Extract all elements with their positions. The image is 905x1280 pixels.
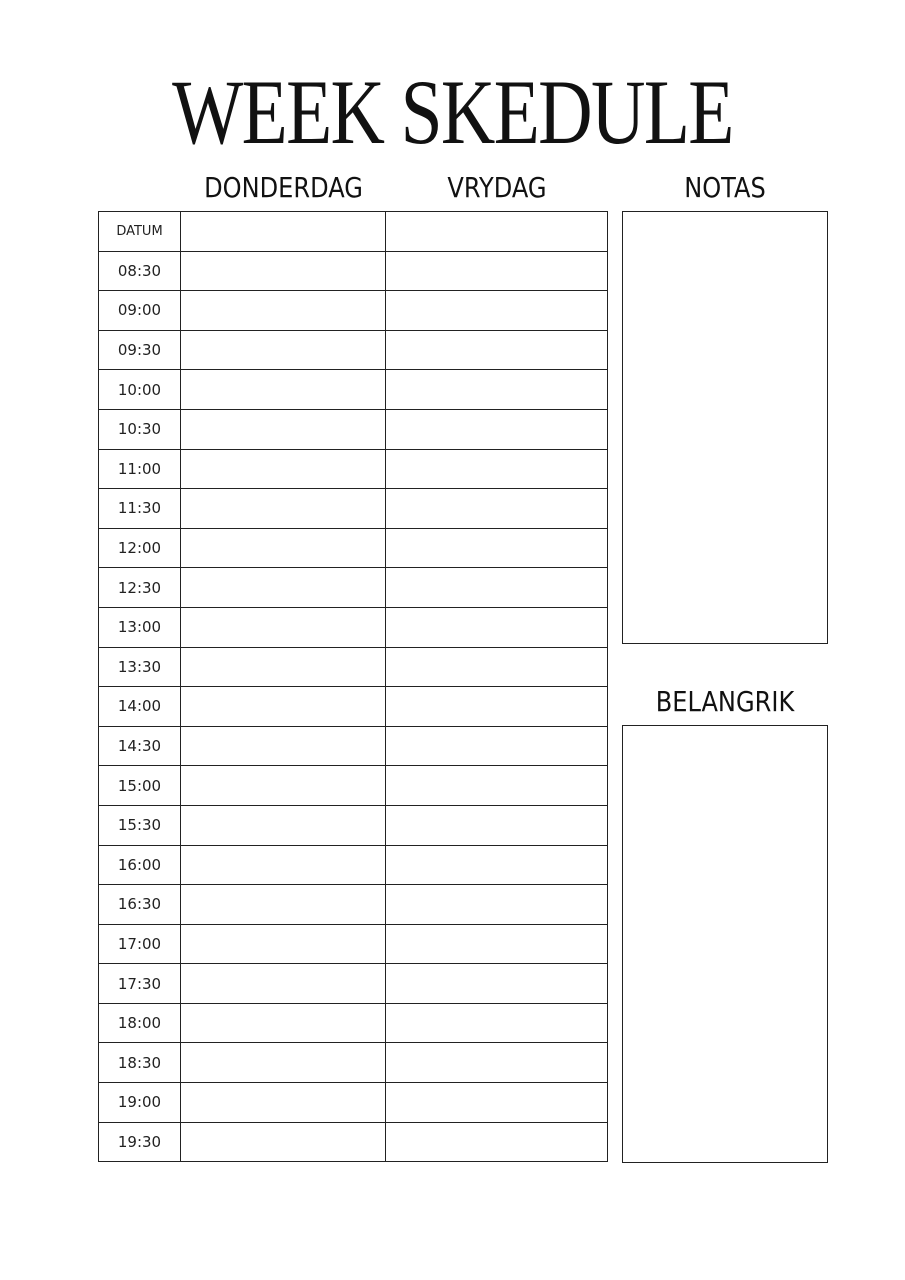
time-slot-row (99, 251, 608, 291)
notes-box[interactable] (622, 211, 828, 644)
slot-cell-friday[interactable] (386, 885, 608, 925)
slot-cell-friday[interactable] (386, 726, 608, 766)
slot-cell-thursday[interactable] (181, 1043, 386, 1083)
slot-cell-friday[interactable] (386, 845, 608, 885)
slot-cell-thursday[interactable] (181, 726, 386, 766)
time-label: 13:30 (99, 647, 181, 687)
slot-cell-friday[interactable] (386, 489, 608, 529)
slot-cell-friday[interactable] (386, 251, 608, 291)
time-label: 13:00 (99, 607, 181, 647)
date-cell-friday[interactable] (386, 212, 608, 252)
important-box[interactable] (622, 725, 828, 1163)
time-slot-row (99, 489, 608, 529)
time-label: 19:00 (99, 1083, 181, 1123)
time-slot-row (99, 607, 608, 647)
time-label: 18:00 (99, 1003, 181, 1043)
slot-cell-thursday[interactable] (181, 845, 386, 885)
time-label: 15:30 (99, 805, 181, 845)
slot-cell-friday[interactable] (386, 647, 608, 687)
time-label: 15:00 (99, 766, 181, 806)
time-slot-row (99, 330, 608, 370)
slot-cell-thursday[interactable] (181, 964, 386, 1004)
time-label: 18:30 (99, 1043, 181, 1083)
slot-cell-thursday[interactable] (181, 1122, 386, 1162)
time-label: 12:00 (99, 528, 181, 568)
slot-cell-thursday[interactable] (181, 607, 386, 647)
slot-cell-friday[interactable] (386, 964, 608, 1004)
time-slot-row (99, 924, 608, 964)
slot-cell-friday[interactable] (386, 1003, 608, 1043)
slot-cell-thursday[interactable] (181, 568, 386, 608)
time-label: 10:30 (99, 409, 181, 449)
slot-cell-thursday[interactable] (181, 1003, 386, 1043)
time-slot-row (99, 449, 608, 489)
important-heading: BELANGRIK (655, 685, 795, 718)
slot-cell-friday[interactable] (386, 291, 608, 331)
slot-cell-friday[interactable] (386, 568, 608, 608)
slot-cell-thursday[interactable] (181, 449, 386, 489)
slot-cell-thursday[interactable] (181, 489, 386, 529)
time-slot-row (99, 528, 608, 568)
schedule-table (98, 211, 608, 1162)
time-label: 16:00 (99, 845, 181, 885)
slot-cell-thursday[interactable] (181, 330, 386, 370)
column-header-thursday: DONDERDAG (204, 171, 363, 204)
page-title: WEEK SKEDULE (172, 61, 733, 163)
slot-cell-friday[interactable] (386, 805, 608, 845)
time-slot-row (99, 766, 608, 806)
slot-cell-thursday[interactable] (181, 251, 386, 291)
time-slot-row (99, 291, 608, 331)
time-label: 11:30 (99, 489, 181, 529)
slot-cell-thursday[interactable] (181, 409, 386, 449)
time-slot-row (99, 885, 608, 925)
slot-cell-friday[interactable] (386, 370, 608, 410)
time-slot-row (99, 370, 608, 410)
time-slot-row (99, 1043, 608, 1083)
time-label: 09:00 (99, 291, 181, 331)
time-slot-row (99, 409, 608, 449)
date-label: DATUM (99, 212, 181, 252)
slot-cell-thursday[interactable] (181, 647, 386, 687)
notes-heading: NOTAS (684, 171, 766, 204)
slot-cell-friday[interactable] (386, 924, 608, 964)
slot-cell-thursday[interactable] (181, 370, 386, 410)
slot-cell-thursday[interactable] (181, 885, 386, 925)
slot-cell-thursday[interactable] (181, 805, 386, 845)
time-slot-row (99, 964, 608, 1004)
time-slot-row (99, 805, 608, 845)
date-row (99, 212, 608, 252)
time-label: 11:00 (99, 449, 181, 489)
time-slot-row (99, 568, 608, 608)
slot-cell-thursday[interactable] (181, 924, 386, 964)
time-label: 16:30 (99, 885, 181, 925)
slot-cell-thursday[interactable] (181, 1083, 386, 1123)
time-slot-row (99, 845, 608, 885)
slot-cell-friday[interactable] (386, 1083, 608, 1123)
time-slot-row (99, 1083, 608, 1123)
time-slot-row (99, 726, 608, 766)
column-header-friday: VRYDAG (447, 171, 547, 204)
slot-cell-friday[interactable] (386, 330, 608, 370)
slot-cell-thursday[interactable] (181, 291, 386, 331)
time-label: 14:00 (99, 687, 181, 727)
slot-cell-friday[interactable] (386, 1122, 608, 1162)
schedule-body (99, 212, 608, 1162)
date-cell-thursday[interactable] (181, 212, 386, 252)
slot-cell-friday[interactable] (386, 607, 608, 647)
slot-cell-thursday[interactable] (181, 528, 386, 568)
time-label: 17:00 (99, 924, 181, 964)
time-label: 10:00 (99, 370, 181, 410)
time-label: 19:30 (99, 1122, 181, 1162)
slot-cell-thursday[interactable] (181, 766, 386, 806)
slot-cell-thursday[interactable] (181, 687, 386, 727)
slot-cell-friday[interactable] (386, 766, 608, 806)
slot-cell-friday[interactable] (386, 528, 608, 568)
slot-cell-friday[interactable] (386, 409, 608, 449)
time-label: 17:30 (99, 964, 181, 1004)
time-label: 09:30 (99, 330, 181, 370)
time-label: 12:30 (99, 568, 181, 608)
time-label: 14:30 (99, 726, 181, 766)
time-label: 08:30 (99, 251, 181, 291)
time-slot-row (99, 1122, 608, 1162)
time-slot-row (99, 647, 608, 687)
time-slot-row (99, 687, 608, 727)
slot-cell-friday[interactable] (386, 1043, 608, 1083)
time-slot-row (99, 1003, 608, 1043)
slot-cell-friday[interactable] (386, 687, 608, 727)
slot-cell-friday[interactable] (386, 449, 608, 489)
